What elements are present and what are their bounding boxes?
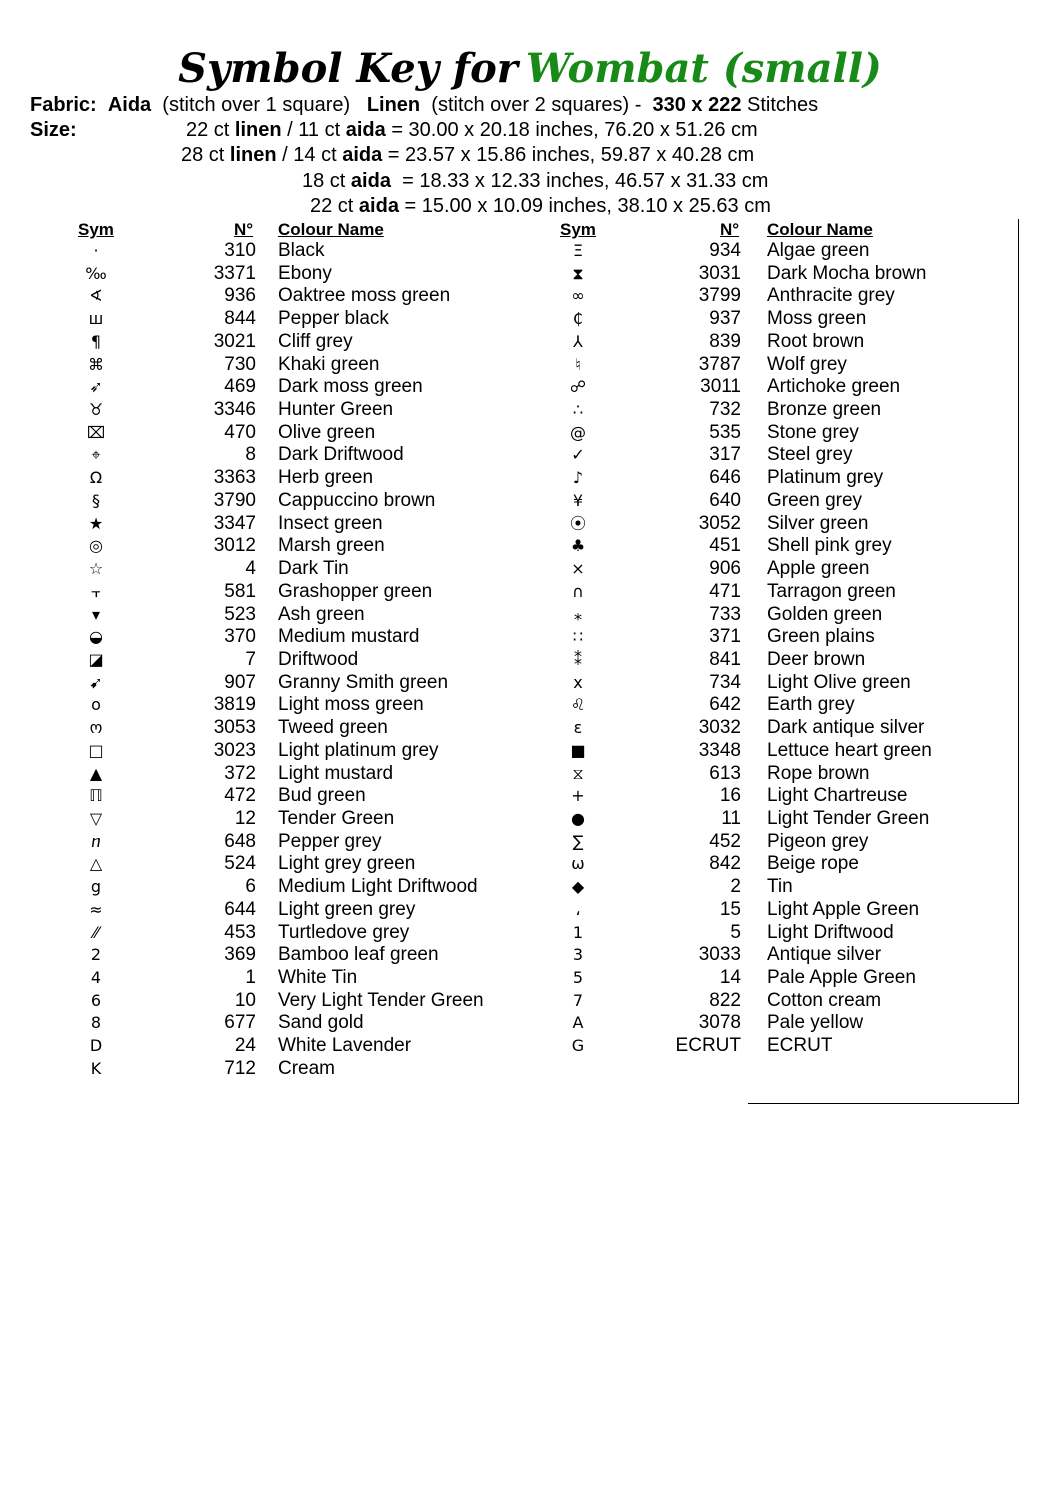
symbol-glyph: ⨯ <box>571 559 585 579</box>
floss-number: 5 <box>730 921 741 943</box>
floss-number: 535 <box>709 421 741 443</box>
page-title <box>0 42 1060 96</box>
fabric-aida: Aida <box>107 94 152 116</box>
colour-name: Anthracite grey <box>767 285 895 307</box>
floss-number: 907 <box>224 671 256 693</box>
symbol-glyph: 2 <box>90 945 102 965</box>
floss-number: 640 <box>709 489 741 511</box>
floss-number: 646 <box>709 467 741 489</box>
symbol-glyph: ∞ <box>571 286 585 306</box>
colour-name: Dark moss green <box>278 376 423 398</box>
floss-number: 469 <box>224 376 256 398</box>
floss-number: 3346 <box>213 399 256 421</box>
colour-name: Black <box>278 240 325 261</box>
floss-number: 3021 <box>213 330 256 352</box>
floss-number: 844 <box>224 308 256 330</box>
colour-name: Marsh green <box>278 535 385 557</box>
symbol-glyph: ო <box>89 718 103 738</box>
symbol-glyph: ● <box>571 808 585 828</box>
colour-name: Ash green <box>278 603 365 625</box>
colour-name: Apple green <box>767 558 870 580</box>
fabric-label: Fabric: <box>30 94 97 116</box>
colour-name: Dark antique silver <box>767 717 925 739</box>
colour-name: Pepper grey <box>278 830 382 852</box>
floss-number: 16 <box>719 785 741 807</box>
symbol-glyph: □ <box>88 740 104 760</box>
floss-number: 471 <box>709 580 741 602</box>
size-line: 22 ct linen / 11 ct aida = 30.00 x 20.18 inches, 76.20 x 51.26 cm <box>186 119 758 141</box>
symbol-glyph: ♪ <box>572 468 584 488</box>
colour-name: Light grey green <box>278 853 416 875</box>
floss-number: 906 <box>709 558 741 580</box>
symbol-glyph: ⫟ <box>91 581 101 601</box>
header-name: Colour Name <box>767 220 873 239</box>
colour-name: Hunter Green <box>278 399 394 421</box>
header-num: N° <box>720 220 740 239</box>
colour-name: Medium Light Driftwood <box>278 876 478 898</box>
floss-number: 3052 <box>698 512 741 534</box>
floss-number: 6 <box>245 876 256 898</box>
colour-name: Sand gold <box>278 1012 364 1034</box>
colour-name: Artichoke green <box>767 376 901 398</box>
header-name: Colour Name <box>278 220 384 239</box>
colour-name: Light Chartreuse <box>767 785 908 807</box>
floss-number: 934 <box>709 240 741 261</box>
symbol-glyph: x <box>573 672 583 692</box>
floss-number: 3348 <box>698 739 741 761</box>
colour-name: Pepper black <box>278 308 389 330</box>
table-border <box>748 1103 1019 1104</box>
floss-number: 677 <box>224 1012 256 1034</box>
colour-name: Bronze green <box>767 399 882 421</box>
floss-number: 372 <box>224 762 256 784</box>
colour-name: Light Driftwood <box>767 921 894 943</box>
floss-number: 3012 <box>213 535 256 557</box>
colour-name: Cliff grey <box>278 330 353 352</box>
floss-number: 613 <box>709 762 741 784</box>
colour-name: Dark Driftwood <box>278 444 404 466</box>
floss-number: 370 <box>224 626 256 648</box>
symbol-glyph: o <box>91 695 101 715</box>
floss-number: 524 <box>224 853 256 875</box>
symbol-glyph: ⌧ <box>86 422 106 442</box>
header-sym: Sym <box>560 220 596 239</box>
floss-number: 452 <box>709 830 741 852</box>
colour-name: Bamboo leaf green <box>278 944 439 966</box>
fabric-linen: Linen <box>366 94 421 116</box>
floss-number: ECRUT <box>675 1035 741 1057</box>
symbol-glyph: ▾ <box>91 604 101 624</box>
symbol-glyph: ⴖ <box>91 831 101 851</box>
symbol-glyph: ∑ <box>572 831 584 851</box>
size-line: 28 ct linen / 14 ct aida = 23.57 x 15.86 inches, 59.87 x 40.28 cm <box>181 144 755 166</box>
header-num: N° <box>234 220 254 239</box>
title-subject: Wombat (small) <box>525 45 882 92</box>
size-label: Size: <box>30 119 77 141</box>
floss-number: 2 <box>730 876 741 898</box>
colour-name: Pale yellow <box>767 1012 864 1034</box>
colour-name: White Tin <box>278 967 358 988</box>
symbol-glyph: ▽ <box>89 808 103 828</box>
colour-name: Bud green <box>278 785 366 807</box>
colour-name: Silver green <box>767 512 869 534</box>
symbol-glyph: g <box>90 877 102 897</box>
colour-name: Cream <box>278 1057 336 1079</box>
colour-name: Medium mustard <box>278 626 420 648</box>
floss-number: 3371 <box>213 262 256 284</box>
symbol-glyph: ≈ <box>89 899 103 919</box>
symbol-glyph: ▲ <box>89 763 103 783</box>
colour-name: Granny Smith green <box>278 671 449 693</box>
floss-number: 317 <box>709 444 741 466</box>
floss-number: 4 <box>245 558 256 580</box>
floss-number: 732 <box>709 399 741 421</box>
symbol-glyph: 3 <box>572 945 584 965</box>
colour-name: Light platinum grey <box>278 739 439 761</box>
colour-name: Tin <box>767 876 793 898</box>
floss-number: 3053 <box>213 717 256 739</box>
colour-name: Khaki green <box>278 353 380 375</box>
colour-name: Ebony <box>278 262 332 284</box>
floss-number: 523 <box>224 603 256 625</box>
symbol-glyph: Ω <box>89 468 103 488</box>
colour-name: Cappuccino brown <box>278 489 436 511</box>
symbol-glyph: ☆ <box>88 559 104 579</box>
colour-name: Cotton cream <box>767 989 882 1011</box>
symbol-glyph: ◎ <box>89 536 103 556</box>
table-border <box>1018 219 1019 1104</box>
floss-number: 733 <box>709 603 741 625</box>
symbol-glyph: ∷ <box>572 627 584 647</box>
floss-number: 581 <box>224 580 256 602</box>
symbol-glyph: ★ <box>88 513 104 533</box>
floss-number: 3799 <box>698 285 741 307</box>
floss-number: 8 <box>245 444 256 466</box>
symbol-glyph: ⁎ <box>574 604 582 624</box>
colour-name: Turtledove grey <box>278 921 410 943</box>
symbol-glyph: ε <box>573 718 583 738</box>
colour-name: Light Apple Green <box>767 898 920 920</box>
floss-number: 10 <box>234 989 256 1011</box>
symbol-glyph: ♉ <box>88 400 104 420</box>
colour-name: Earth grey <box>767 694 855 716</box>
floss-number: 842 <box>709 853 741 875</box>
colour-name: Light moss green <box>278 694 424 716</box>
fabric-linen-note: (stitch over 2 squares) - <box>431 94 642 116</box>
symbol-glyph: · <box>93 241 99 260</box>
symbol-glyph: A <box>572 1013 584 1033</box>
floss-number: 642 <box>709 694 741 716</box>
colour-name: Golden green <box>767 603 883 625</box>
colour-name: Lettuce heart green <box>767 739 932 761</box>
floss-number: 1 <box>245 967 256 988</box>
floss-number: 7 <box>245 648 256 670</box>
colour-name: Antique silver <box>767 944 882 966</box>
symbol-glyph: D <box>89 1036 103 1056</box>
floss-number: 841 <box>709 648 741 670</box>
symbol-glyph: K <box>90 1058 102 1078</box>
symbol-glyph: ⅄ <box>573 331 583 351</box>
floss-number: 734 <box>709 671 741 693</box>
colour-name: Pigeon grey <box>767 830 869 852</box>
colour-name: Driftwood <box>278 648 359 670</box>
symbol-glyph: ¥ <box>572 490 584 510</box>
symbol-glyph: ◆ <box>571 877 585 897</box>
colour-name: Algae green <box>767 240 870 261</box>
colour-name: ECRUT <box>767 1035 833 1057</box>
floss-number: 3819 <box>213 694 256 716</box>
colour-name: Steel grey <box>767 444 853 466</box>
title-prefix: Symbol Key for <box>178 45 518 92</box>
floss-number: 3790 <box>213 489 256 511</box>
symbol-glyph: ω <box>571 854 585 874</box>
symbol-glyph: ♌ <box>570 695 586 715</box>
colour-name: White Lavender <box>278 1035 412 1057</box>
floss-number: 451 <box>709 535 741 557</box>
floss-number: 369 <box>224 944 256 966</box>
colour-name: Light Tender Green <box>767 807 930 829</box>
header-sym: Sym <box>78 220 114 239</box>
colour-name: Stone grey <box>767 421 859 443</box>
floss-number: 3023 <box>213 739 256 761</box>
symbol-glyph: ₵ <box>572 309 584 329</box>
colour-name: Deer brown <box>767 648 866 670</box>
floss-number: 937 <box>709 308 741 330</box>
symbol-glyph: 7 <box>572 990 584 1010</box>
symbol-glyph: ‰ <box>85 263 107 283</box>
symbol-glyph: ℿ <box>89 786 103 806</box>
colour-name: Pale Apple Green <box>767 967 916 988</box>
floss-number: 310 <box>224 240 256 261</box>
symbol-glyph: ✓ <box>571 445 585 465</box>
colour-name: Root brown <box>767 330 865 352</box>
colour-name: Tender Green <box>278 807 395 829</box>
floss-number: 3032 <box>698 717 741 739</box>
floss-number: 3347 <box>213 512 256 534</box>
symbol-glyph: ∢ <box>89 286 103 306</box>
stitch-count: 330 x 222 <box>652 94 742 116</box>
symbol-glyph: ➹ <box>89 672 103 692</box>
floss-number: 3363 <box>213 467 256 489</box>
colour-name: Shell pink grey <box>767 535 892 557</box>
floss-number: 24 <box>234 1035 256 1057</box>
colour-name: Green grey <box>767 489 863 511</box>
colour-name: Olive green <box>278 421 376 443</box>
symbol-glyph: Ξ <box>572 241 584 260</box>
colour-name: Platinum grey <box>767 467 884 489</box>
floss-number: 3033 <box>698 944 741 966</box>
symbol-glyph: ، <box>575 899 581 919</box>
colour-name: Light Olive green <box>767 671 911 693</box>
symbol-glyph: ♣ <box>570 536 586 556</box>
symbol-glyph: + <box>571 786 585 806</box>
symbol-glyph: △ <box>89 854 103 874</box>
colour-name: Very Light Tender Green <box>278 989 484 1011</box>
colour-name: Rope brown <box>767 762 870 784</box>
floss-number: 14 <box>719 967 741 988</box>
symbol-glyph: ◒ <box>89 627 103 647</box>
symbol-glyph: ⧖ <box>572 763 584 783</box>
colour-name: Herb green <box>278 467 374 489</box>
symbol-glyph: 8 <box>90 1013 102 1033</box>
fabric-aida-note: (stitch over 1 square) <box>162 94 351 116</box>
floss-number: 371 <box>709 626 741 648</box>
floss-number: 12 <box>234 807 256 829</box>
floss-number: 822 <box>709 989 741 1011</box>
fabric-line <box>30 93 818 117</box>
symbol-glyph: 5 <box>572 968 584 987</box>
floss-number: 648 <box>224 830 256 852</box>
colour-name: Dark Tin <box>278 558 349 580</box>
floss-number: 3011 <box>700 376 741 398</box>
floss-number: 644 <box>224 898 256 920</box>
symbol-glyph: § <box>92 490 100 510</box>
colour-name: Light mustard <box>278 762 394 784</box>
floss-number: 730 <box>224 353 256 375</box>
floss-number: 936 <box>224 285 256 307</box>
symbol-glyph: ⁄⁄ <box>93 922 99 942</box>
symbol-glyph: 6 <box>90 990 102 1010</box>
colour-name: Oaktree moss green <box>278 285 451 307</box>
symbol-glyph: ■ <box>570 740 586 760</box>
symbol-glyph: ◪ <box>88 649 104 669</box>
symbol-glyph: ш <box>88 309 104 329</box>
colour-name: Grashopper green <box>278 580 433 602</box>
symbol-glyph: ∩ <box>572 581 584 601</box>
size-line: 18 ct aida = 18.33 x 12.33 inches, 46.57 x 31.33 cm <box>302 170 769 192</box>
colour-name: Tweed green <box>278 717 388 739</box>
symbol-glyph: ♮ <box>575 354 581 374</box>
floss-number: 839 <box>709 330 741 352</box>
colour-name: Light green grey <box>278 898 416 920</box>
symbol-glyph: 1 <box>572 922 584 942</box>
symbol-glyph: ∴ <box>572 400 584 420</box>
colour-name: Wolf grey <box>767 353 847 375</box>
floss-number: 3078 <box>698 1012 741 1034</box>
floss-number: 11 <box>721 807 741 829</box>
symbol-glyph: ⁑ <box>574 649 582 669</box>
colour-name: Moss green <box>767 308 867 330</box>
floss-number: 3787 <box>698 353 741 375</box>
symbol-glyph: G <box>571 1036 585 1056</box>
floss-number: 453 <box>224 921 256 943</box>
floss-number: 712 <box>224 1057 256 1079</box>
symbol-glyph: ➶ <box>89 377 103 397</box>
colour-name: Tarragon green <box>767 580 896 602</box>
floss-number: 470 <box>224 421 256 443</box>
floss-number: 3031 <box>698 262 741 284</box>
size-line: 22 ct aida = 15.00 x 10.09 inches, 38.10 x 25.63 cm <box>310 195 771 217</box>
symbol-glyph: ⌖ <box>91 445 101 465</box>
stitch-label: Stitches <box>747 94 819 116</box>
symbol-glyph: ⧗ <box>572 263 584 283</box>
symbol-glyph: @ <box>570 422 586 442</box>
symbol-glyph: ¶ <box>90 331 102 351</box>
colour-name: Dark Mocha brown <box>767 262 927 284</box>
colour-name: Insect green <box>278 512 383 534</box>
symbol-glyph: ⌘ <box>88 354 104 374</box>
colour-name: Beige rope <box>767 853 859 875</box>
colour-name: Green plains <box>767 626 875 648</box>
symbol-glyph: ⦿ <box>569 513 586 533</box>
symbol-glyph: 4 <box>90 968 102 987</box>
symbol-glyph: ☍ <box>569 377 587 397</box>
floss-number: 472 <box>224 785 256 807</box>
floss-number: 15 <box>719 898 741 920</box>
